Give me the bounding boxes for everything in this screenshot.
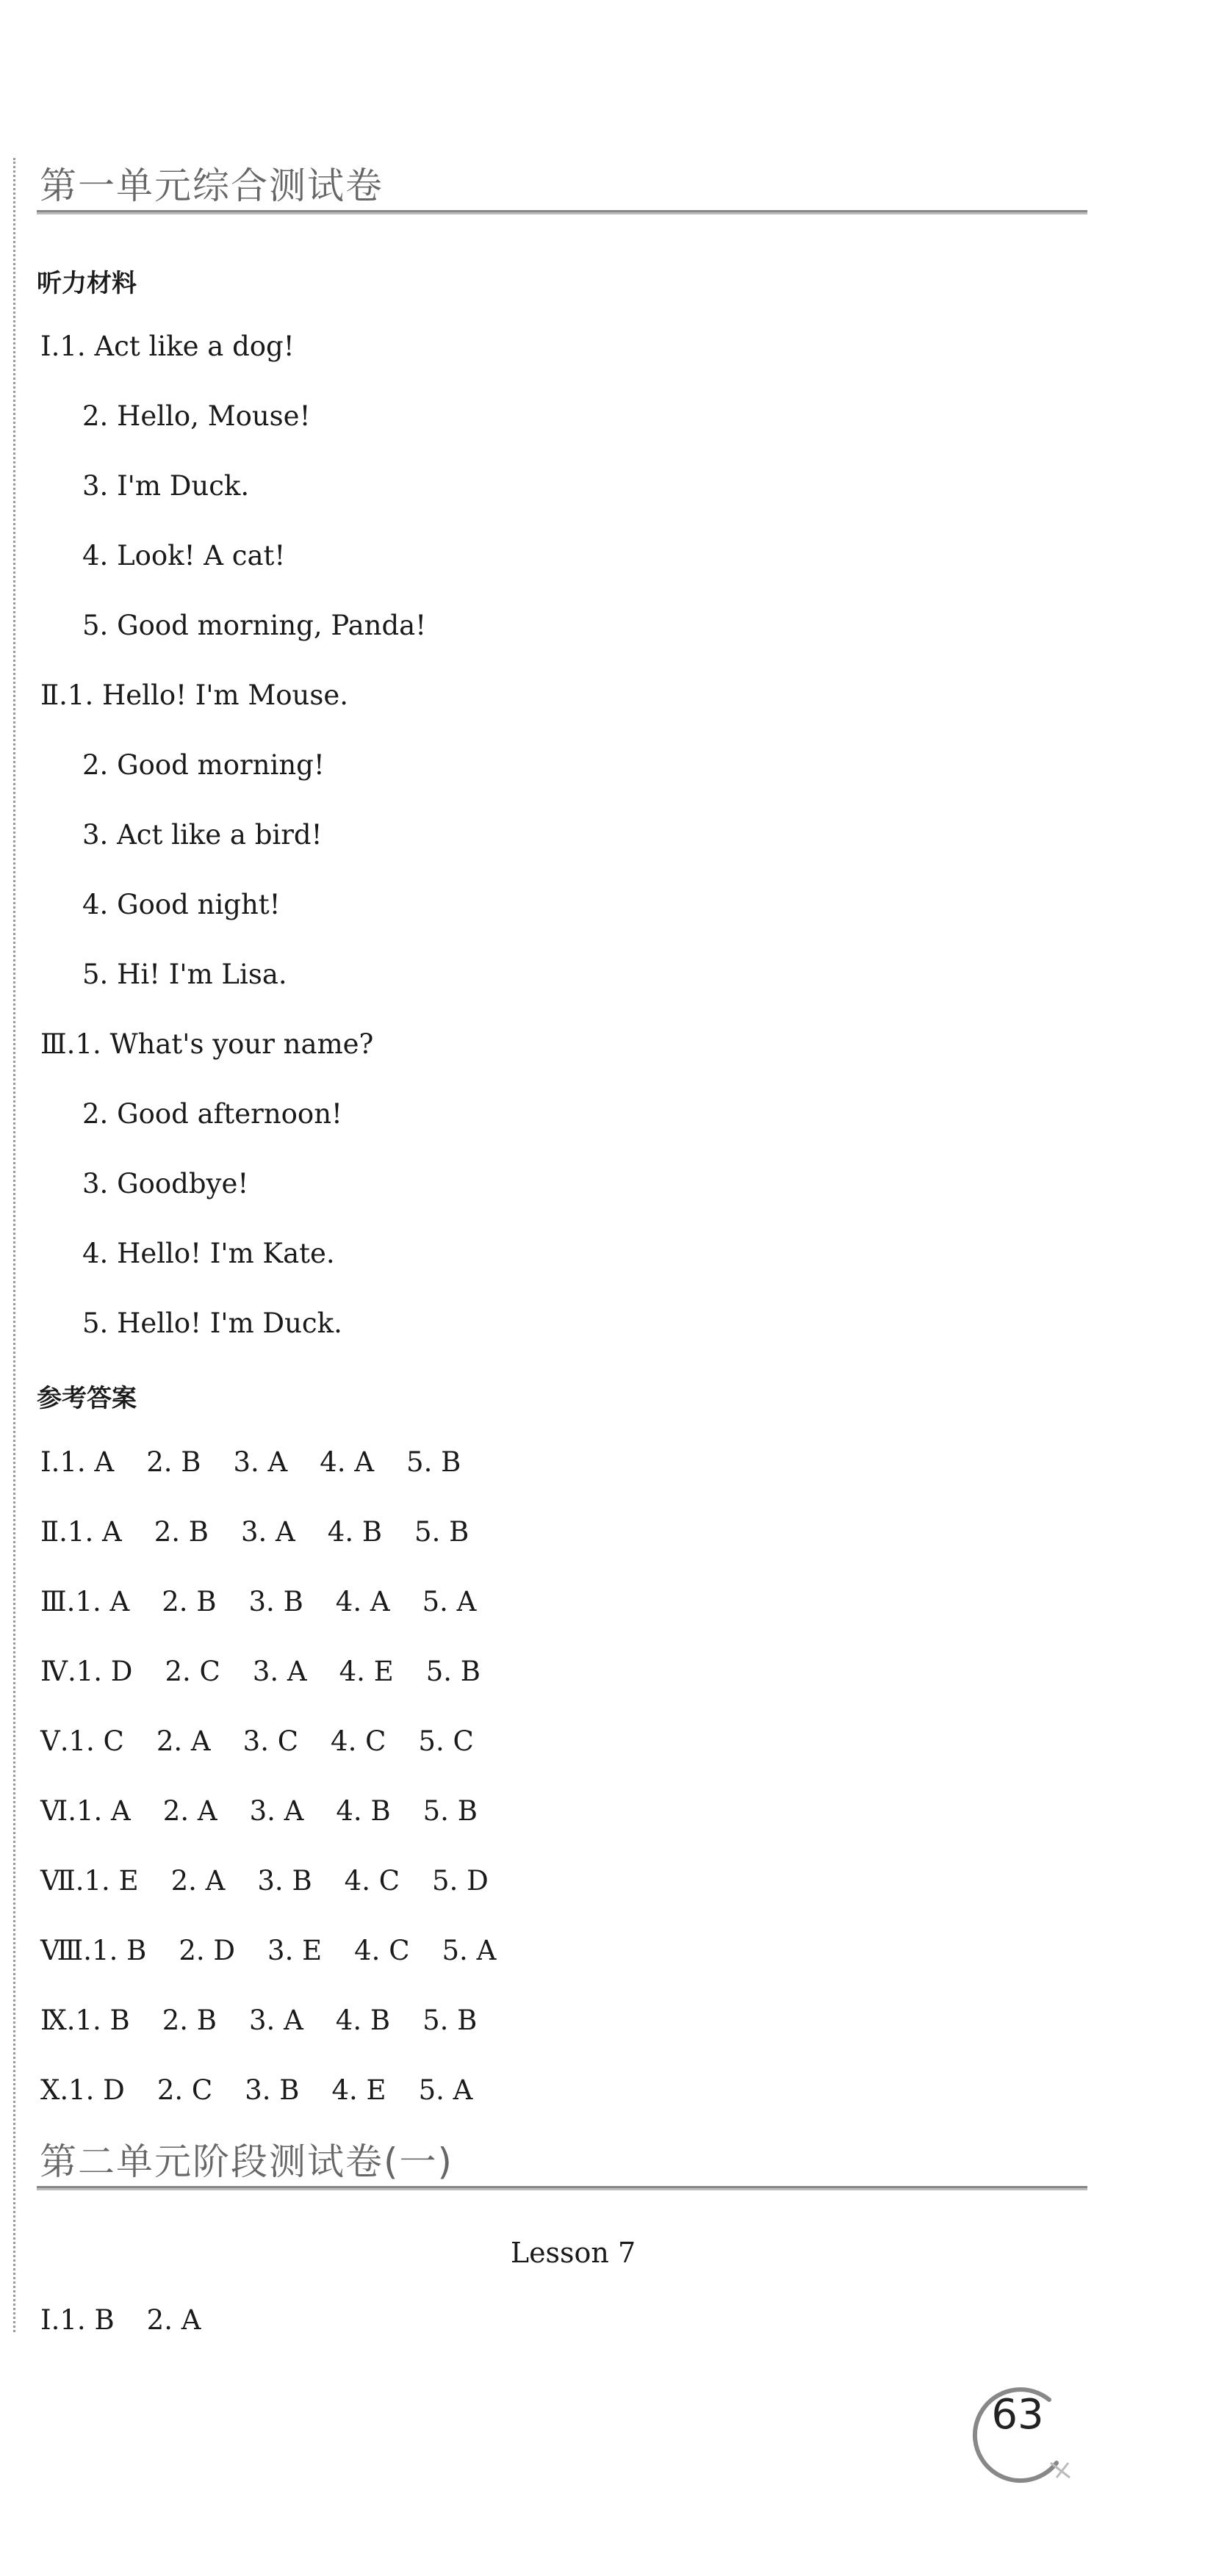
listening-heading: 听力材料 xyxy=(37,269,137,298)
listening-line: Ⅲ.1. What's your name? xyxy=(40,1028,374,1060)
lesson-label: Lesson 7 xyxy=(510,2237,636,2269)
listening-line: 5. Hi! I'm Lisa. xyxy=(82,959,287,990)
answer-row: Ⅶ.1. E 2. A 3. B 4. C 5. D xyxy=(40,1865,489,1897)
section1-title: 第一单元综合测试卷 xyxy=(40,165,384,207)
section2-title-rule xyxy=(37,2186,1087,2190)
answer-row: Ⅴ.1. C 2. A 3. C 4. C 5. C xyxy=(40,1725,474,1757)
listening-line: 2. Hello, Mouse! xyxy=(82,400,311,432)
section1-title-rule xyxy=(37,210,1087,214)
listening-line: Ⅰ.1. Act like a dog! xyxy=(40,331,295,362)
section2-title: 第二单元阶段测试卷(一) xyxy=(40,2140,454,2183)
answer-row: Ⅳ.1. D 2. C 3. A 4. E 5. B xyxy=(40,1656,481,1687)
listening-line: 4. Good night! xyxy=(82,889,281,920)
listening-line: Ⅱ.1. Hello! I'm Mouse. xyxy=(40,679,348,711)
listening-line: 4. Look! A cat! xyxy=(82,540,286,571)
listening-line: 2. Good morning! xyxy=(82,749,325,781)
answer-row: Ⅹ.1. D 2. C 3. B 4. E 5. A xyxy=(40,2074,473,2106)
listening-line: 3. I'm Duck. xyxy=(82,470,250,502)
listening-line: 5. Good morning, Panda! xyxy=(82,610,427,641)
answer-row: Ⅸ.1. B 2. B 3. A 4. B 5. B xyxy=(40,2005,478,2036)
answer-row: Ⅵ.1. A 2. A 3. A 4. B 5. B xyxy=(40,1795,478,1827)
margin-dotted-rule xyxy=(13,158,15,2332)
answers-heading: 参考答案 xyxy=(37,1384,137,1413)
answer-row: Ⅲ.1. A 2. B 3. B 4. A 5. A xyxy=(40,1586,477,1617)
listening-line: 3. Act like a bird! xyxy=(82,819,323,851)
listening-line: 2. Good afternoon! xyxy=(82,1098,342,1130)
listening-line: 4. Hello! I'm Kate. xyxy=(82,1238,335,1269)
answer-row: Ⅱ.1. A 2. B 3. A 4. B 5. B xyxy=(40,1516,469,1548)
page-number: 63 xyxy=(991,2391,1044,2439)
listening-line: 3. Goodbye! xyxy=(82,1168,249,1199)
answer-row: Ⅰ.1. B 2. A xyxy=(40,2304,201,2336)
listening-line: 5. Hello! I'm Duck. xyxy=(82,1307,342,1339)
answer-row: Ⅰ.1. A 2. B 3. A 4. A 5. B xyxy=(40,1446,461,1478)
answer-row: Ⅷ.1. B 2. D 3. E 4. C 5. A xyxy=(40,1935,497,1966)
